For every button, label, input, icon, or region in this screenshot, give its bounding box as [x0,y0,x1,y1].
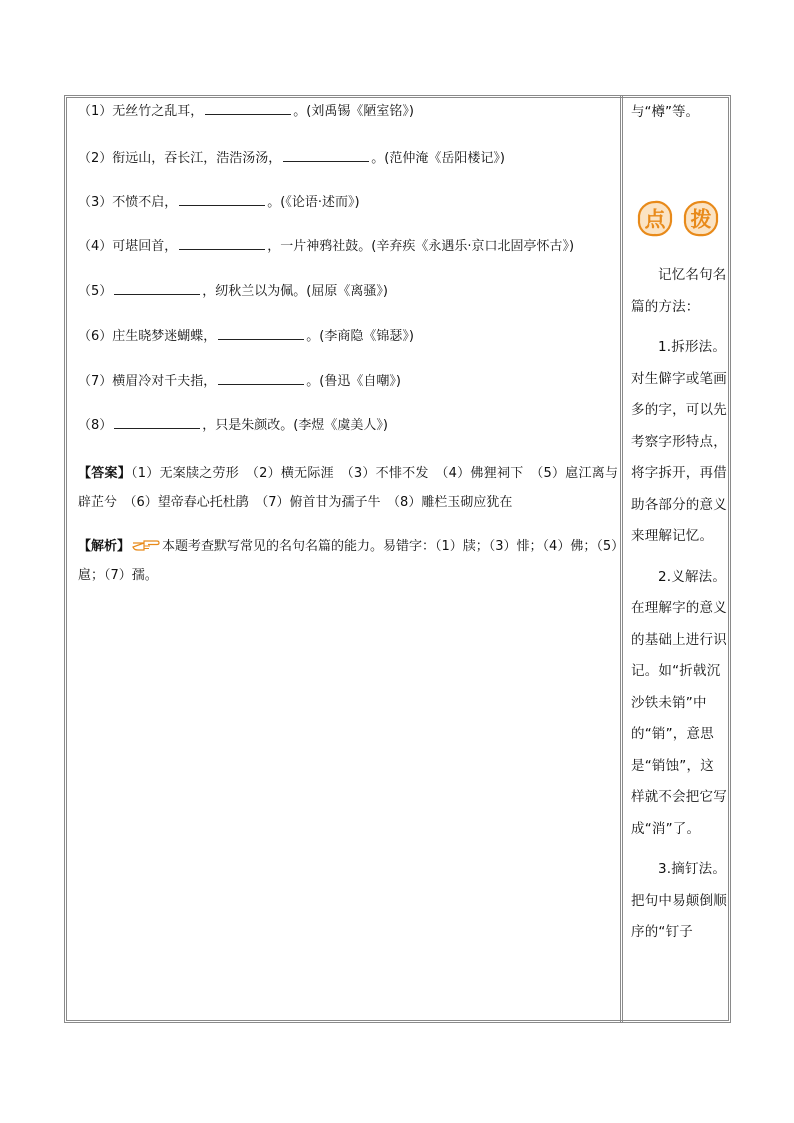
question-text: 横眉冷对千夫指， [112,374,217,389]
question-source: ，纫秋兰以为佩。(屈原《离骚》) [202,284,388,299]
question-1 [78,101,414,122]
analysis-label: 【解析】 [78,539,131,554]
bo-badge-icon [681,199,721,239]
fill-blank[interactable] [283,148,369,162]
fill-blank[interactable] [179,192,265,206]
answer-label: 【答案】 [78,466,132,481]
sidebar-tips [631,260,727,958]
question-source: 。(鲁迅《自嘲》) [306,374,401,389]
answer-block [78,459,618,517]
question-2 [78,148,505,169]
question-number: （4） [78,239,113,254]
question-number: （7） [78,374,113,389]
dian-badge-icon [635,199,675,239]
fill-blank[interactable] [114,415,200,429]
question-3 [78,192,360,213]
badge-2-text: 拨 [690,207,712,232]
question-number: （8） [78,418,113,433]
question-source: 。(李商隐《锦瑟》) [306,329,414,344]
question-text: 不愤不启， [112,195,178,210]
sidebar-paragraph: 记忆名句名篇的方法： [631,267,727,315]
question-number: （2） [78,151,113,166]
sidebar-paragraph: 1.拆形法。对生僻字或笔画多的字，可以先考察字形特点，将字拆开，再借助各部分的意义来理解记忆。 [631,339,727,544]
question-text: 庄生晓梦迷蝴蝶， [112,329,217,344]
badge-1-text: 点 [644,207,666,232]
question-source: 。(刘禹锡《陋室铭》) [293,104,414,119]
question-text: 可堪回首， [112,239,178,254]
question-number: （1） [78,104,113,119]
question-source: ，一片神鸦社鼓。(辛弃疾《永遇乐·京口北固亭怀古》) [267,239,575,254]
sidebar-paragraph: 2.义解法。在理解字的意义的基础上进行识记。如“折戟沉沙铁未销”中的“销”，意思是“销蚀”，这样就不会把它写成“消”了。 [631,568,727,837]
fill-blank[interactable] [205,101,291,115]
analysis-block [78,532,618,590]
answer-text: （1）无案牍之劳形 （2）横无际涯 （3）不悱不发 （4）佛狸祠下 （5）扈江离与辟芷兮 （6）望帝春心托杜鹃 （7）俯首甘为孺子牛 （8）雕栏玉砌应犹在 [78,466,618,510]
fill-blank[interactable] [114,281,200,295]
question-number: （3） [78,195,113,210]
fill-blank[interactable] [218,326,304,340]
question-number: （5） [78,284,113,299]
question-text: 无丝竹之乱耳， [112,104,204,119]
fill-blank[interactable] [218,371,304,385]
question-number: （6） [78,329,113,344]
sidebar-top-text: 与“樽”等。 [631,104,699,120]
question-4 [78,236,574,257]
sidebar-paragraph: 3.摘钉法。把句中易颠倒顺序的“钉子 [631,861,727,940]
question-source: 。(范仲淹《岳阳楼记》) [371,151,505,166]
question-source: 。(《论语·述而》) [267,195,360,210]
question-8 [78,415,388,436]
fill-blank[interactable] [179,236,265,250]
question-5 [78,281,388,302]
pointing-hand-icon [132,538,160,552]
question-7 [78,371,401,392]
analysis-text: 本题考查默写常见的名句名篇的能力。易错字：（1）牍；（3）悱；（4）佛；（5）扈；（7）孺。 [78,539,618,583]
question-text: 衔远山，吞长江，浩浩汤汤， [112,151,282,166]
question-6 [78,326,414,347]
question-source: ，只是朱颜改。(李煜《虞美人》) [202,418,388,433]
column-divider [620,95,623,1023]
